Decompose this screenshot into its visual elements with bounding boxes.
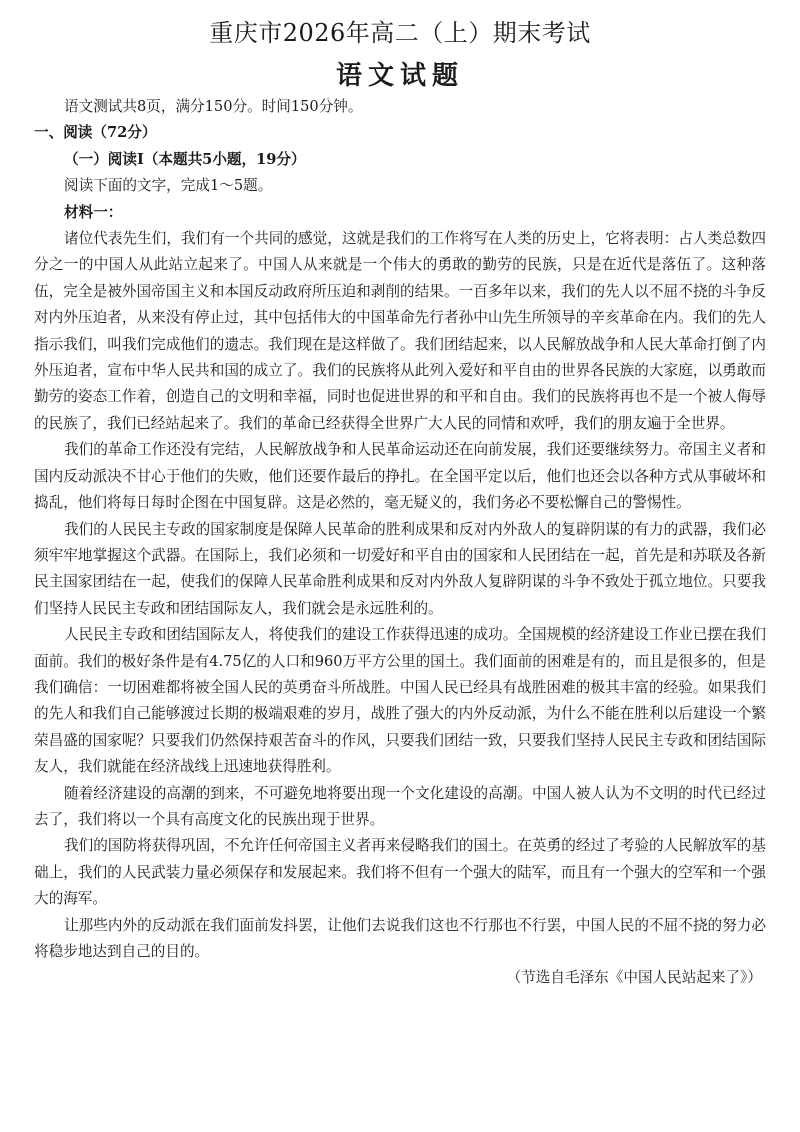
subject-title: 语文试题 xyxy=(335,61,464,91)
source-citation: （节选自毛泽东《中国人民站起来了》） xyxy=(506,969,762,987)
subsection-heading: （一）阅读Ⅰ（本题共5小题，19分） xyxy=(64,150,306,168)
paragraph-5: 随着经济建设的高潮的到来，不可避免地将要出现一个文化建设的高潮。中国人被人认为不文明的时代已经过去了，我们将以一个具有高度文化的民族出现于世界。 xyxy=(34,784,766,828)
paragraph-3: 我们的人民民主专政的国家制度是保障人民革命的胜利成果和反对内外敌人的复辟阴谋的有力的武器，我们必须牢牢地掌握这个武器。在国际上，我们必须和一切爱好和平自由的国家和人民团结在一起，首先是和苏联及各新民主国家团结在一起，使我们的保障人民革命胜利成果和反对内外敌人复辟阴谋的斗争不致处于孤立地位。只要我们坚持人民民主专政和团结国际友人，我们就会是永远胜利的。 xyxy=(34,520,766,617)
exam-intro: 语文测试共8页，满分150分。时间150分钟。 xyxy=(64,98,363,115)
reading-instruction: 阅读下面的文字，完成1～5题。 xyxy=(64,177,273,195)
paragraph-6: 我们的国防将获得巩固，不允许任何帝国主义者再来侵略我们的国土。在英勇的经过了考验的人民解放军的基础上，我们的人民武装力量必须保存和发展起来。我们将不但有一个强大的陆军，而且有一个强大的空军和一个强大的海军。 xyxy=(34,837,766,908)
paragraph-2: 我们的革命工作还没有完结，人民解放战争和人民革命运动还在向前发展，我们还要继续努力。帝国主义者和国内反动派决不甘心于他们的失败，他们还要作最后的挣扎。在全国平定以后，他们也还会以各种方式从事破坏和捣乱，他们将每日每时企图在中国复辟。这是必然的，毫无疑义的，我们务必不要松懈自己的警惕性。 xyxy=(34,441,766,512)
paragraph-1: 诸位代表先生们，我们有一个共同的感觉，这就是我们的工作将写在人类的历史上，它将表明：占人类总数四分之一的中国人从此站立起来了。中国人从来就是一个伟大的勇敢的勤劳的民族，只是在近代是落伍了。这种落伍，完全是被外国帝国主义和本国反动政府所压迫和剥削的结果。一百多年以来，我们的先人以不屈不挠的斗争反对内外压迫者，从来没有停止过，其中包括伟大的中国革命先行者孙中山先生所领导的辛亥革命在内。我们的先人指示我们，叫我们完成他们的遗志。我们现在是这样做了。我们团结起来，以人民解放战争和人民大革命打倒了内外压迫者，宣布中华人民共和国的成立了。我们的民族将从此列入爱好和平自由的世界各民族的大家庭，以勇敢而勤劳的姿态工作着，创造自己的文明和幸福，同时也促进世界的和平和自由。我们的民族将再也不是一个被人侮辱的民族了，我们已经站起来了。我们的革命已经获得全世界广大人民的同情和欢呼，我们的朋友遍于全世界。 xyxy=(34,230,766,432)
material-label: 材料一： xyxy=(64,203,123,221)
document-body xyxy=(34,94,766,992)
exam-title: 重庆市2026年高二（上）期末考试 xyxy=(209,19,591,47)
paragraph-4: 人民民主专政和团结国际友人，将使我们的建设工作获得迅速的成功。全国规模的经济建设工作业已摆在我们面前。我们的极好条件是有4.75亿的人口和960万平方公里的国土。我们面前的困难是有的，而且是很多的，但是我们确信：一切困难都将被全国人民的英勇奋斗所战胜。中国人民已经具有战胜困难的极其丰富的经验。如果我们的先人和我们自己能够渡过长期的极端艰难的岁月，战胜了强大的内外反动派，为什么不能在胜利以后建设一个繁荣昌盛的国家呢？只要我们仍然保持艰苦奋斗的作风，只要我们团结一致，只要我们坚持人民民主专政和团结国际友人，我们就能在经济战线上迅速地获得胜利。 xyxy=(34,626,766,776)
section-heading: 一、阅读（72分） xyxy=(34,124,157,142)
paragraph-7: 让那些内外的反动派在我们面前发抖罢，让他们去说我们这也不行那也不行罢，中国人民的不屈不挠的努力必将稳步地达到自己的目的。 xyxy=(34,916,766,960)
